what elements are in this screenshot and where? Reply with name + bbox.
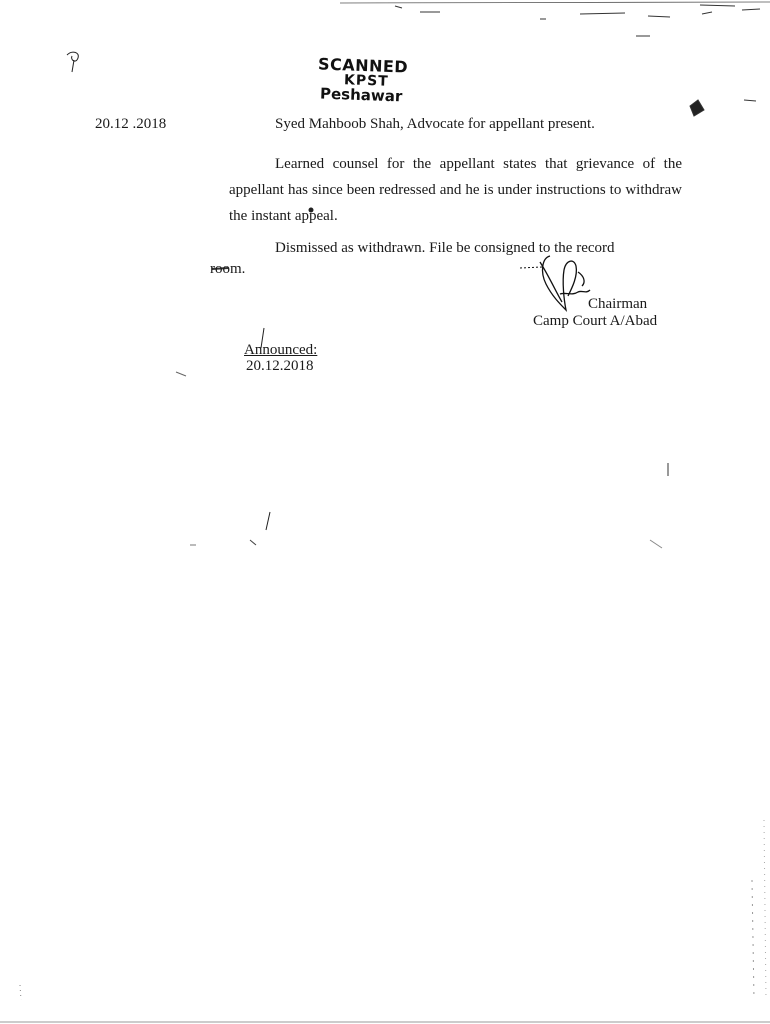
announced-date: 20.12.2018 bbox=[246, 358, 314, 374]
order-paragraph-2: Dismissed as withdrawn. File be consigned to the record bbox=[275, 240, 615, 256]
stamp-line-scanned: SCANNED bbox=[317, 54, 409, 77]
announced-label: Announced: bbox=[244, 342, 318, 358]
stamp-line-peshawar: Peshawar bbox=[319, 84, 403, 106]
order-paragraph-1: Learned counsel for the appellant states that grievance of the appellant has since been redressed and he is under instructions to withdraw the instant appeal. bbox=[229, 156, 682, 224]
presence-note: Syed Mahboob Shah, Advocate for appellant present. bbox=[275, 116, 595, 132]
order-date: 20.12 .2018 bbox=[95, 116, 167, 132]
order-paragraph-2-end: room. bbox=[210, 261, 246, 277]
stamp-line-kpst: KPST bbox=[343, 72, 390, 90]
chairman-title: Chairman bbox=[588, 296, 648, 312]
court-name: Camp Court A/Abad bbox=[533, 313, 658, 329]
